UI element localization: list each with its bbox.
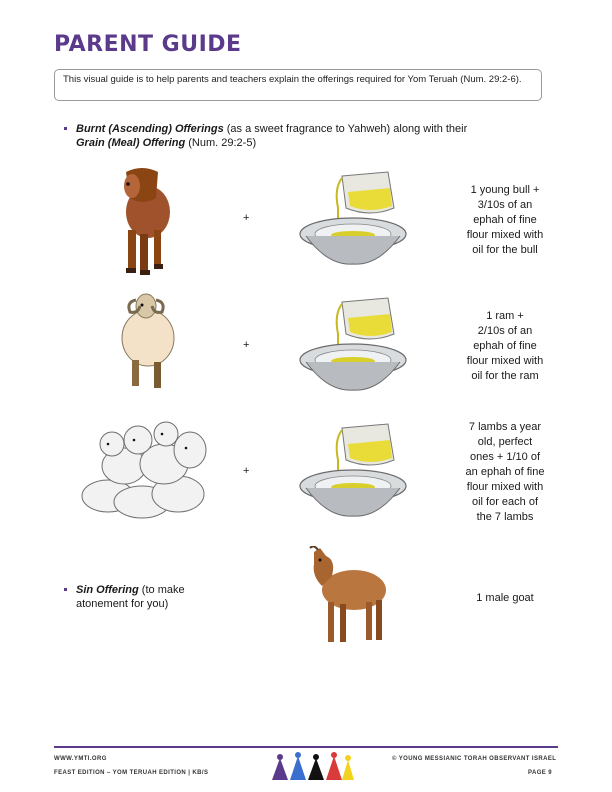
page-title: PARENT GUIDE <box>54 32 242 57</box>
ram-offering-description: 1 ram + 2/10s of an ephah of fine flour mixed with oil for the ram <box>466 310 544 382</box>
footer-page-number: PAGE 9 <box>528 770 552 776</box>
footer-edition: FEAST EDITION – YOM TERUAH EDITION | KB/S <box>54 770 209 776</box>
flour-oil-bowl-illustration <box>298 164 408 268</box>
sin-offering-note: (to make <box>138 584 185 596</box>
sin-offering-note-line2: atonement for you) <box>76 598 169 610</box>
ymtoi-logo-icon <box>270 752 356 782</box>
plus-sign: + <box>243 465 250 477</box>
sin-offering-label: Sin Offering <box>76 584 139 596</box>
bull-offering-description: 1 young bull + 3/10s of an ephah of fine flour mixed with oil for the bull <box>466 184 544 256</box>
grain-offering-note: (Num. 29:2-5) <box>185 137 257 149</box>
young-bull-illustration <box>112 164 176 276</box>
footer-divider <box>54 746 558 748</box>
bullet-dot <box>64 127 67 130</box>
intro-box: This visual guide is to help parents and teachers explain the offerings required for Yom Teruah (Num. 29:2-6). <box>54 69 542 101</box>
male-goat-illustration <box>306 546 392 650</box>
burnt-offering-label: Burnt (Ascending) Offerings <box>76 123 224 135</box>
plus-sign: + <box>243 212 250 224</box>
burnt-offering-note: (as a sweet fragrance to Yahweh) along with their <box>223 123 468 135</box>
footer-separator: | <box>188 770 193 776</box>
plus-sign: + <box>243 339 250 351</box>
lambs-offering-description: 7 lambs a year old, perfect ones + 1/10 of an ephah of fine flour mixed with oil for each of the 7 lambs <box>465 421 545 523</box>
ram-illustration <box>118 292 176 392</box>
grain-offering-label: Grain (Meal) Offering <box>76 137 186 149</box>
flour-oil-bowl-illustration <box>298 290 408 394</box>
lambs-illustration <box>78 420 212 524</box>
goat-offering-description: 1 male goat <box>476 592 534 604</box>
footer-url[interactable]: WWW.YMTI.ORG <box>54 756 107 762</box>
bullet-dot <box>64 588 67 591</box>
flour-oil-bowl-illustration <box>298 416 408 520</box>
footer-copyright: © YOUNG MESSIANIC TORAH OBSERVANT ISRAEL <box>392 756 557 762</box>
